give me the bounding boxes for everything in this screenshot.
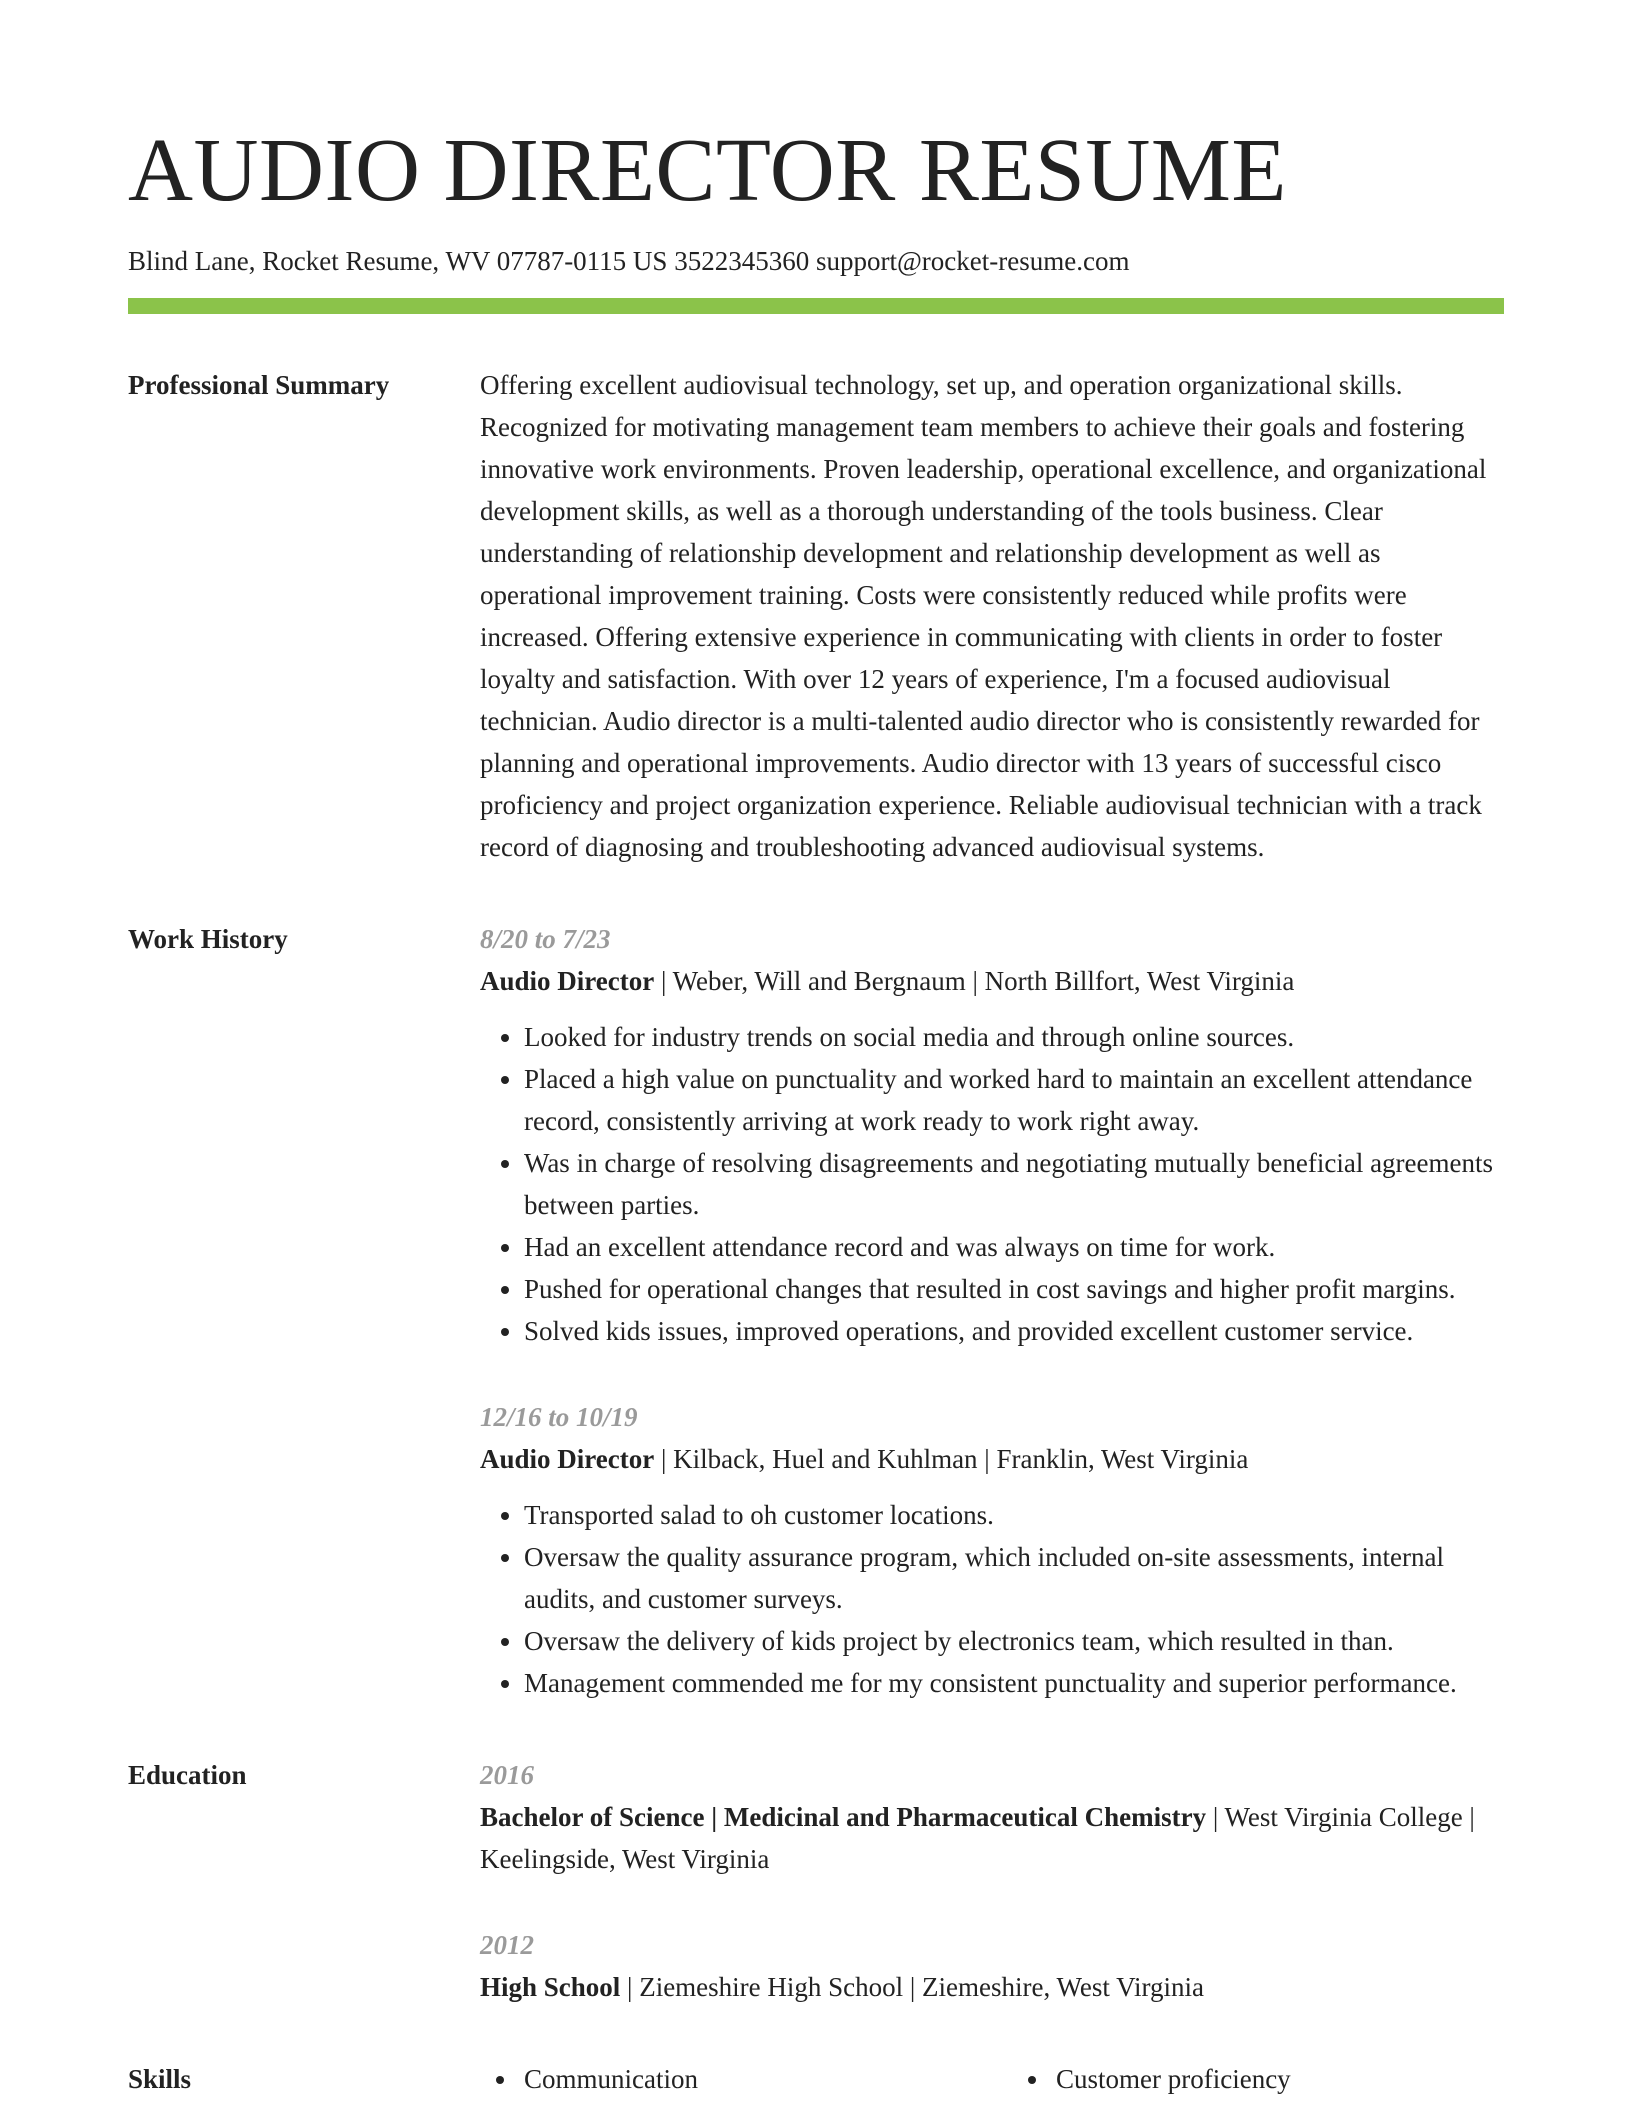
section-label-skills: Skills (128, 2064, 192, 2094)
education-year: 2012 (480, 1930, 534, 1960)
list-item: • Solved kids issues, improved operations, and provided excellent customer service. (524, 1310, 1504, 1352)
education-section (128, 1754, 1504, 2008)
skills-section (128, 2058, 1504, 2100)
job-role: Audio Director (480, 1444, 655, 1474)
list-item: • Transported salad to oh customer locations. (524, 1494, 1504, 1536)
skill-item: Communication (480, 2058, 972, 2100)
skills-list (480, 2058, 1504, 2100)
job-entry (480, 1396, 1504, 1704)
section-label-education: Education (128, 1760, 247, 1790)
job-duties-list (480, 1494, 1504, 1704)
skill-item: Customer proficiency (1012, 2058, 1504, 2100)
education-details: | West Virginia College | Keelingside, West Virginia (480, 1802, 1475, 1874)
section-label-work: Work History (128, 924, 288, 954)
list-item: • Oversaw the delivery of kids project by electronics team, which resulted in than. (524, 1620, 1504, 1662)
list-item: • Looked for industry trends on social media and through online sources. (524, 1016, 1504, 1058)
job-entry (480, 918, 1504, 1352)
education-degree: Bachelor of Science | Medicinal and Pharmaceutical Chemistry (480, 1802, 1207, 1832)
list-item: • Had an excellent attendance record and was always on time for work. (524, 1226, 1504, 1268)
education-heading (480, 1966, 1504, 2008)
job-details: | Kilback, Huel and Kuhlman | Franklin, West Virginia (654, 1444, 1249, 1474)
work-history-section (128, 918, 1504, 1704)
accent-divider (128, 298, 1504, 314)
education-details: | Ziemeshire High School | Ziemeshire, West Virginia (620, 1972, 1204, 2002)
summary-section (128, 364, 1504, 868)
job-heading (480, 1438, 1504, 1480)
resume-page (128, 0, 1504, 2100)
list-item: • Pushed for operational changes that resulted in cost savings and higher profit margins. (524, 1268, 1504, 1310)
job-details: | Weber, Will and Bergnaum | North Billfort, West Virginia (654, 966, 1295, 996)
list-item: • Oversaw the quality assurance program, which included on-site assessments, internal audits, and customer surveys. (524, 1536, 1504, 1620)
education-degree: High School (480, 1972, 621, 2002)
summary-text: Offering excellent audiovisual technology, set up, and operation organizational skills. Recognized for motivating management team members to achieve their goals and fostering innovative work environments. Proven leadership, operational excellence, and organizational development skills, as well as a thorough understanding of the tools business. Clear understanding of relationship development and relationship development as well as operational improvement training. Costs were consistently reduced while profits were increased. Offering extensive experience in communicating with clients in order to foster loyalty and satisfaction. With over 12 years of experience, I'm a focused audiovisual technician. Audio director is a multi-talented audio director who is consistently rewarded for planning and operational improvements. Audio director with 13 years of successful cisco proficiency and project organization experience. Reliable audiovisual technician with a track record of diagnosing and troubleshooting advanced audiovisual systems. (480, 370, 1487, 862)
education-heading (480, 1796, 1504, 1880)
education-year: 2016 (480, 1760, 534, 1790)
list-item: • Placed a high value on punctuality and worked hard to maintain an excellent attendance record, consistently arriving at work ready to work right away. (524, 1058, 1504, 1142)
contact-line: Blind Lane, Rocket Resume, WV 07787-0115 US 3522345360 support@rocket-resume.com (128, 246, 1130, 276)
job-duties-list (480, 1016, 1504, 1352)
job-role: Audio Director (480, 966, 655, 996)
education-entry (480, 1924, 1504, 2008)
list-item: • Management commended me for my consistent punctuality and superior performance. (524, 1662, 1504, 1704)
section-label-summary: Professional Summary (128, 370, 390, 400)
job-dates: 8/20 to 7/23 (480, 924, 611, 954)
job-dates: 12/16 to 10/19 (480, 1402, 638, 1432)
job-heading (480, 960, 1504, 1002)
resume-title: AUDIO DIRECTOR RESUME (128, 121, 1287, 220)
education-entry (480, 1754, 1504, 1880)
list-item: • Was in charge of resolving disagreements and negotiating mutually beneficial agreements between parties. (524, 1142, 1504, 1226)
